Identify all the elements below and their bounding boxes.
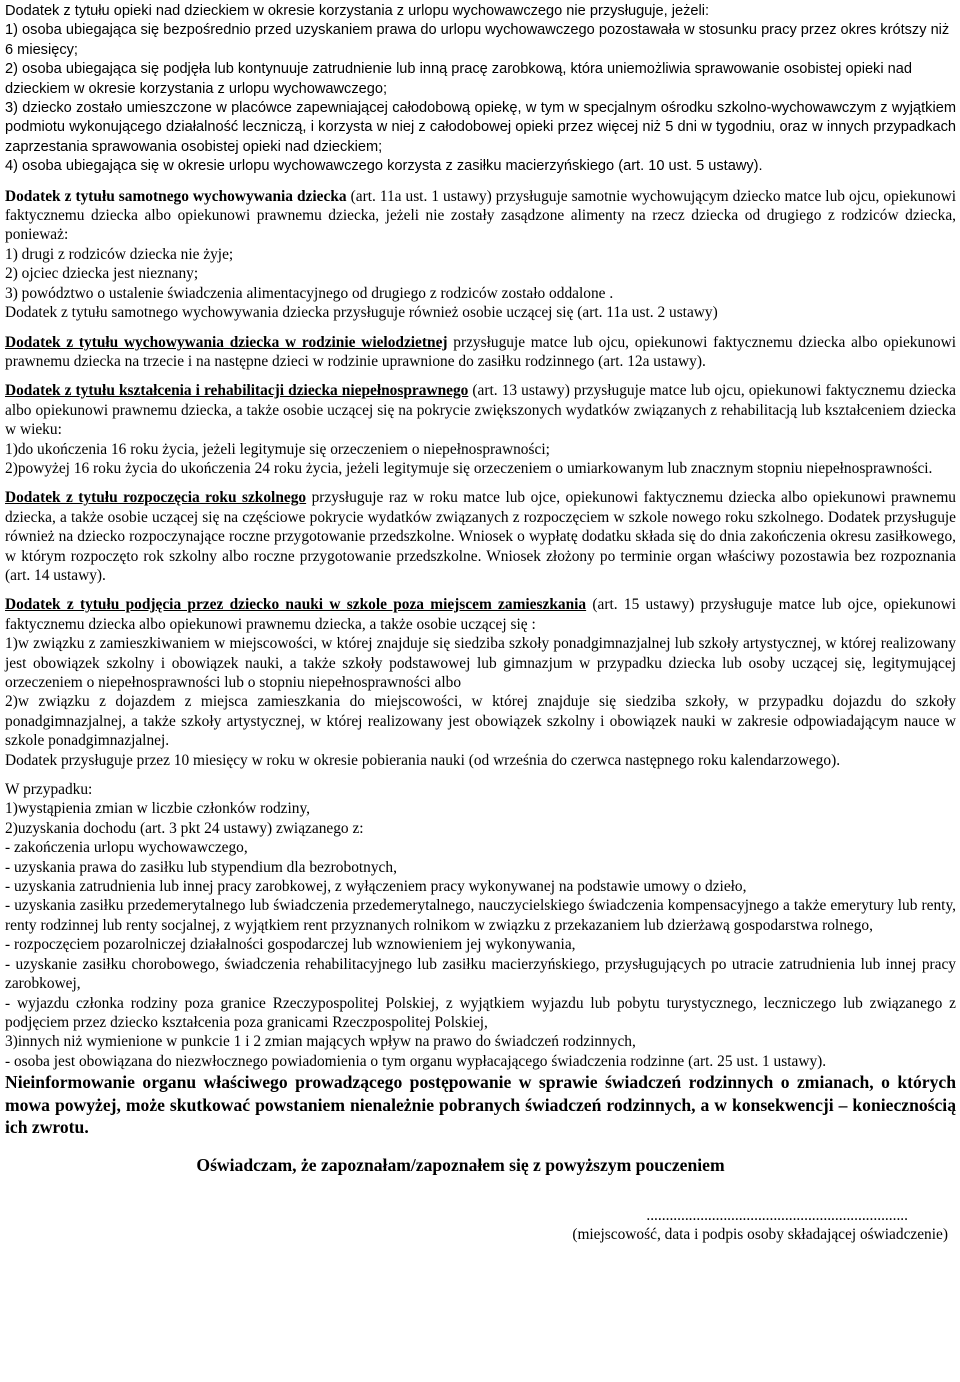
- intro-item: 3) dziecko zostało umieszczone w placówce zapewniającej całodobową opiekę, w tym w specjalnym ośrodku szkolno-wychowawczym z wyjątkiem podmiotu wykonującego działalność leczniczą, i korzysta w niej z całodobowej opieki przez więcej niż 5 dni w tygodniu, oraz w innych przypadkach zaprzestania sprawowania osobistej opieki nad dzieckiem;: [5, 100, 956, 155]
- list-item: 1)wystąpienia zmian w liczbie członków rodziny,: [5, 800, 311, 818]
- section-text: przysługuje matce lub ojcu, opiekunowi faktycznemu dziecka albo opiekunowi prawnemu dziecka na trzecie i na następne dzieci w rodzinie uprawnione do zasiłku rodzinnego (art. 12a ustawy).: [5, 333, 956, 370]
- list-item: - uzyskania prawa do zasiłku lub stypendium dla bezrobotnych,: [5, 858, 397, 876]
- list-item: 2)uzyskania dochodu (art. 3 pkt 24 ustawy) związanego z:: [5, 819, 364, 837]
- section-title: Dodatek z tytułu podjęcia przez dziecko nauki w szkole poza miejscem zamieszkania: [5, 596, 587, 614]
- list-item: 1) drugi z rodziców dziecka nie żyje;: [5, 245, 234, 263]
- intro-item: 1) osoba ubiegająca się bezpośrednio przed uzyskaniem prawa do urlopu wychowawczego pozostawała w stosunku pracy przez okres krótszy niż 6 miesięcy;: [5, 22, 950, 58]
- list-item: 3) powództwo o ustalenie świadczenia alimentacyjnego od drugiego z rodziców zostało oddalone .: [5, 284, 614, 302]
- warning-text: Nieinformowanie organu właściwego prowadzącego postępowanie w sprawie świadczeń rodzinnych o zmianach, o których mowa powyżej, może skutkować powstaniem nienależnie pobranych świadczeń rodzinnych, a w konsekwencji – koniecznością ich zwrotu.: [5, 1072, 956, 1138]
- list-item: - uzyskania zatrudnienia lub innej pracy zarobkowej, z wyłączeniem pracy wykonywanej na podstawie umowy o dzieło,: [5, 878, 747, 896]
- cases-heading: W przypadku:: [5, 781, 93, 799]
- list-item: 3)innych niż wymienione w punkcie 1 i 2 zmian mających wpływ na prawo do świadczeń rodzinnych,: [5, 1033, 636, 1051]
- section-title: Dodatek z tytułu kształcenia i rehabilitacji dziecka niepełnosprawnego: [5, 382, 469, 400]
- list-item: - osoba jest obowiązana do niezwłocznego powiadomienia o tym organu wypłacającego świadczenia rodzinne (art. 25 ust. 1 ustawy).: [5, 1052, 827, 1070]
- intro-heading: Dodatek z tytułu opieki nad dzieckiem w okresie korzystania z urlopu wychowawczego nie przysługuje, jeżeli:: [5, 3, 710, 19]
- large-family-section: [5, 333, 956, 372]
- list-item: - rozpoczęciem pozarolniczej działalności gospodarczej lub wznowieniem jej wykonywania,: [5, 936, 576, 954]
- list-item: 1)w związku z zamieszkiwaniem w miejscowości, w której znajduje się siedziba szkoły ponadgimnazjalnej lub szkoły artystycznej, w której realizowany jest obowiązek szkolny i obowiązek nauki, a także szkoły podstawowej lub gimnazjum w przypadku dziecka lub osoby uczącej się, legitymującej orzeczeniem o niepełnosprawności lub o stopniu niepełnosprawności albo: [5, 635, 956, 691]
- list-item: - wyjazdu członka rodziny poza granice Rzeczypospolitej Polskiej, z wyjątkiem wyjazdu lub pobytu turystycznego, leczniczego lub związanego z podjęciem przez dziecko kształcenia poza granicami Rzeczpospolitej Polskiej,: [5, 994, 956, 1031]
- list-item: 2)powyżej 16 roku życia do ukończenia 24 roku życia, jeżeli legitymuje się orzeczeniem o umiarkowanym lub znacznym stopniu niepełnosprawności.: [5, 459, 933, 477]
- section-note: Dodatek z tytułu samotnego wychowywania dziecka przysługuje również osobie uczącej się (art. 11a ust. 2 ustawy): [5, 304, 718, 322]
- declaration: Oświadczam, że zapoznałam/zapoznałem się z powyższym pouczeniem: [196, 1154, 725, 1175]
- disabled-child-section: [5, 381, 956, 478]
- intro-section: [5, 2, 956, 177]
- intro-item: 2) osoba ubiegająca się podjęła lub kontynuuje zatrudnienie lub inną pracę zarobkową, która uniemożliwia sprawowanie osobistej opieki nad dzieckiem w okresie korzystania z urlopu wychowawczego;: [5, 61, 913, 97]
- school-year-section: [5, 488, 956, 585]
- section-text: (art. 15 ustawy) przysługuje matce lub ojce, opiekunowi faktycznemu dziecka albo opiekunowi prawnemu dziecka, a także osobie uczącej się :: [5, 596, 957, 633]
- list-item: - uzyskanie zasiłku chorobowego, świadczenia rehabilitacyjnego lub zasiłku macierzyńskiego, przysługujących po utracie zatrudnienia lub innej pracy zarobkowej,: [5, 955, 956, 993]
- section-text: (art. 11a ust. 1 ustawy) przysługuje samotnie wychowującym dziecko matce lub ojcu, opiekunowi faktycznemu dziecka albo opiekunowi prawnemu dziecka, jeżeli nie zostały zasądzone alimenty na rzecz dziecka od drugiego z rodziców dziecka, ponieważ:: [5, 187, 957, 244]
- cases-section: [5, 780, 956, 1071]
- signature-caption: (miejscowość, data i podpis osoby składającej oświadczenie): [572, 1225, 948, 1243]
- section-text: przysługuje raz w roku matce lub ojce, opiekunowi faktycznemu dziecka albo opiekunowi prawnemu dziecka, a także osobie uczącej się na częściowe pokrycie wydatków związanych z rozpoczęciem w szkole nowego roku szkolnego. Dodatek przysługuje również na dziecko rozpoczynające roczne przygotowanie przedszkolne. Wniosek o wypłatę dodatku składa się do dnia zakończenia okresu zasiłkowego, w którym rozpoczęto rok szkolny albo roczne przygotowanie przedszkolne. Wniosek złożony po terminie organ właściwy pozostawia bez rozpoznania (art. 14 ustawy).: [5, 489, 957, 584]
- section-title: Dodatek z tytułu rozpoczęcia roku szkolnego: [5, 489, 307, 507]
- section-title: Dodatek z tytułu wychowywania dziecka w rodzinie wielodzietnej: [5, 333, 448, 351]
- single-parent-section: [5, 187, 956, 323]
- list-item: - uzyskania zasiłku przedemerytalnego lub świadczenia przedemerytalnego, nauczycielskiego świadczenia kompensacyjnego a także emerytury lub renty, renty rodzinnej lub renty socjalnej, z wyjątkiem rent przyznanych rolnikom w związku z przekazaniem lub dzierżawą gospodarstwa rolnego,: [5, 897, 956, 934]
- away-school-section: [5, 595, 956, 770]
- list-item: - zakończenia urlopu wychowawczego,: [5, 839, 248, 857]
- list-item: 2) ojciec dziecka jest nieznany;: [5, 265, 199, 283]
- signature-block: [5, 1206, 956, 1244]
- list-item: 1)do ukończenia 16 roku życia, jeżeli legitymuje się orzeczeniem o niepełnosprawności;: [5, 440, 550, 458]
- list-item: 2)w związku z dojazdem z miejsca zamieszkania do miejscowości, w której znajduje się siedziba szkoły, w przypadku dojazdu do szkoły ponadgimnazjalnej, a także szkoły artystycznej, w której realizowany jest obowiązek szkolny i obowiązek nauki w zakresie odpowiadającym nauce w szkole ponadgimnazjalnej.: [5, 693, 956, 750]
- section-text: (art. 13 ustawy) przysługuje matce lub ojcu, opiekunowi faktycznemu dziecka albo opiekunowi prawnemu dziecka, a także osobie uczącej się na pokrycie zwiększonych wydatków związanych z rehabilitacją lub kształceniem dziecka w wieku:: [5, 382, 956, 439]
- section-note: Dodatek przysługuje przez 10 miesięcy w roku w okresie pobierania nauki (od września do czerwca następnego roku kalendarzowego).: [5, 751, 841, 769]
- signature-line: ....................................................................: [646, 1206, 908, 1224]
- intro-item: 4) osoba ubiegająca się w okresie urlopu wychowawczego korzysta z zasiłku macierzyńskiego (art. 10 ust. 5 ustawy).: [5, 158, 763, 175]
- section-title: Dodatek z tytułu samotnego wychowywania dziecka: [5, 187, 347, 205]
